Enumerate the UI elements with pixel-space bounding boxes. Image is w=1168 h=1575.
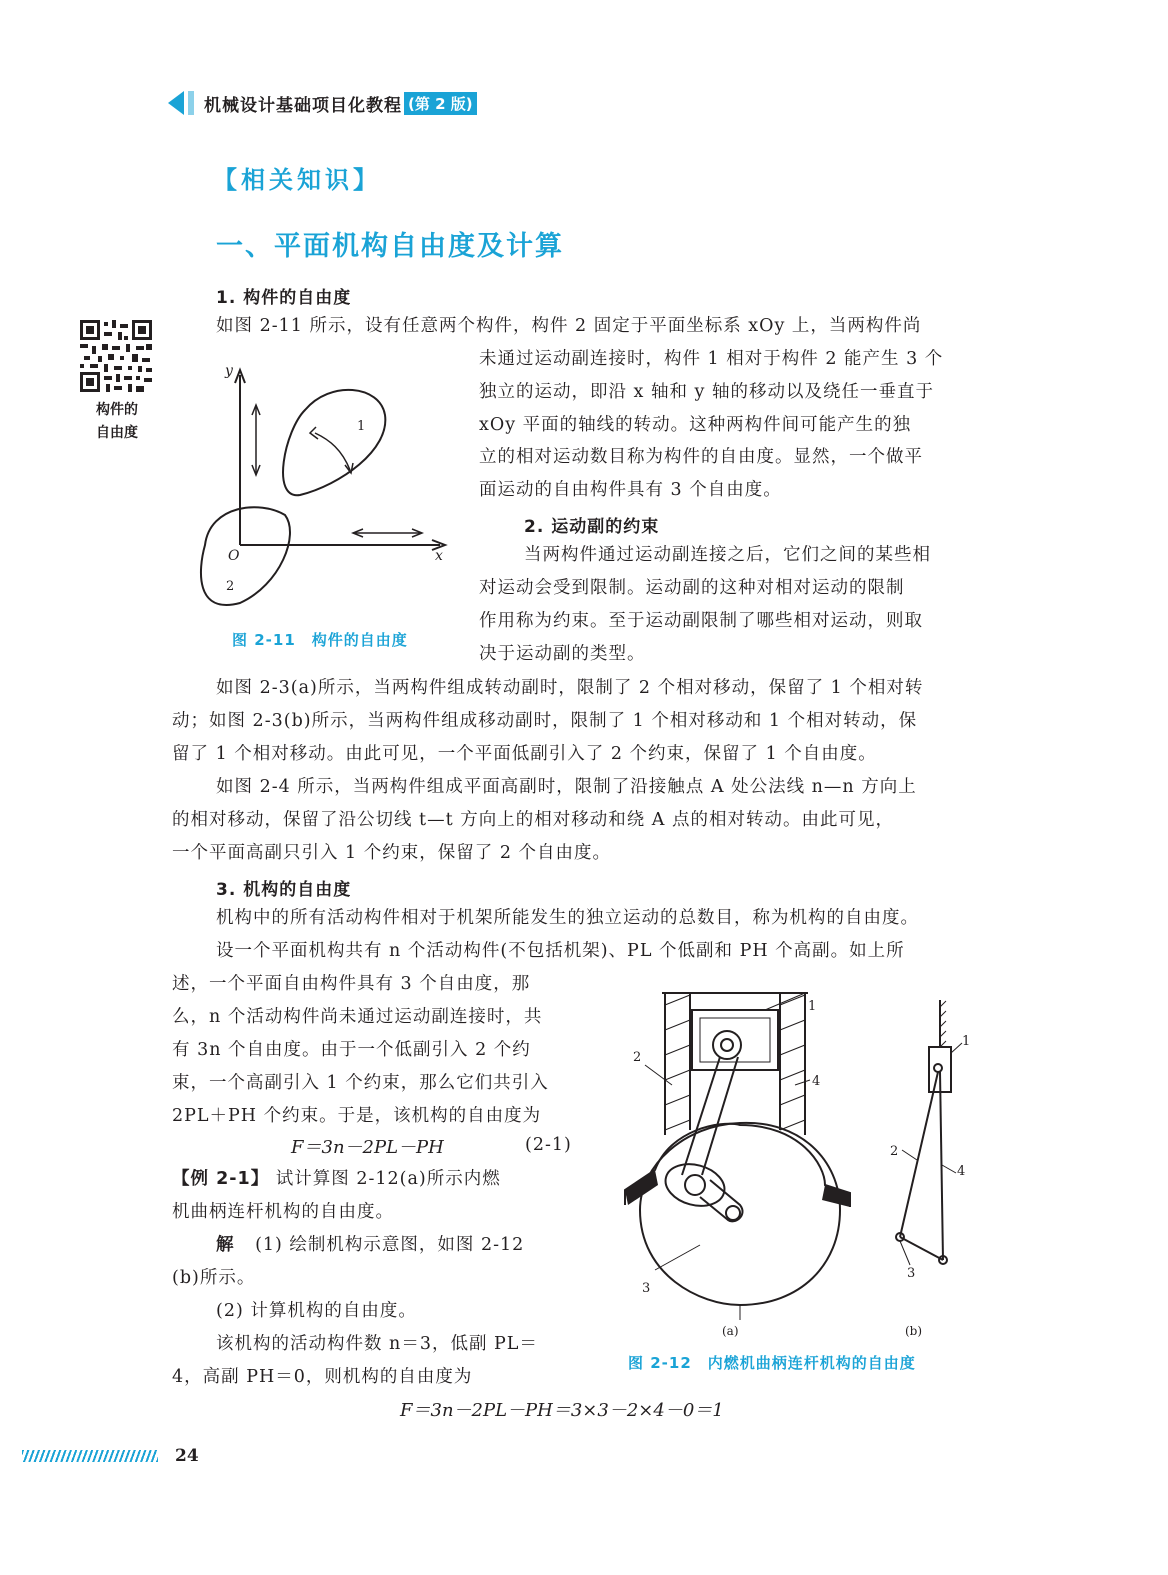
- example-line2: 机曲柄连杆机构的自由度。: [172, 1202, 394, 1222]
- para6-line4: 束，一个高副引入 1 个约束，那么它们共引入: [172, 1073, 549, 1093]
- solution-line3b: 4，高副 PH＝0，则机构的自由度为: [172, 1367, 473, 1387]
- para2-line2: 对运动会受到限制。运动副的这种对相对运动的限制: [479, 578, 905, 598]
- label-x: x: [435, 548, 443, 564]
- caption-fig-2-12: 图 2-12 内燃机曲柄连杆机构的自由度: [628, 1354, 916, 1372]
- fig-b-label-1: 1: [962, 1034, 971, 1049]
- solution-line1b: (b)所示。: [172, 1268, 256, 1288]
- qr-code-icon[interactable]: [80, 320, 152, 392]
- para3-line1: 如图 2-3(a)所示，当两构件组成转动副时，限制了 2 个相对移动，保留了 1 个相对转: [216, 678, 924, 698]
- heading-1: 一、平面机构自由度及计算: [216, 231, 564, 262]
- para2-line4: 决于运动副的类型。: [479, 644, 646, 664]
- qr-label-line2: 自由度: [96, 425, 138, 441]
- para1-line2: 未通过运动副连接时，构件 1 相对于构件 2 能产生 3 个: [479, 349, 944, 369]
- fig-a-hatch-solid: [625, 1170, 850, 1207]
- label-o: O: [228, 548, 240, 564]
- para1-line5: 立的相对运动数目称为构件的自由度。显然，一个做平: [479, 447, 923, 467]
- book-title: 机械设计基础项目化教程: [204, 95, 402, 116]
- header-bar-icon: [188, 91, 194, 115]
- solution-line1: [216, 1229, 524, 1262]
- link-2: [201, 507, 290, 605]
- example-line1: [172, 1163, 501, 1196]
- para6-line2: 么，n 个活动构件尚未通过运动副连接时，共: [172, 1007, 543, 1027]
- subheading-1: 1. 构件的自由度: [216, 288, 352, 308]
- edition-badge: (第 2 版): [404, 92, 477, 115]
- caption-fig-2-11: 图 2-11 构件的自由度: [232, 631, 408, 649]
- formula-result: F＝3n－2PL－PH＝3×3－2×4－0＝1: [400, 1400, 724, 1421]
- para1-line4: xOy 平面的轴线的转动。这种两构件间可能产生的独: [479, 415, 912, 435]
- para6-line3: 有 3n 个自由度。由于一个低副引入 2 个约: [172, 1040, 531, 1060]
- para6-line1: 述，一个平面自由构件具有 3 个自由度，那: [172, 974, 531, 994]
- fig-b-sub: (b): [905, 1324, 923, 1338]
- para4-line1: 如图 2-4 所示，当两构件组成平面高副时，限制了沿接触点 A 处公法线 n—n 方向上: [216, 777, 917, 797]
- para3-line2: 动；如图 2-3(b)所示，当两构件组成移动副时，限制了 1 个相对移动和 1 个相对转动，保: [172, 711, 918, 731]
- fig-a-label-4: 4: [812, 1074, 821, 1089]
- para3-line3: 留了 1 个相对移动。由此可见，一个平面低副引入了 2 个约束，保留了 1 个自由度。: [172, 744, 877, 764]
- fig-a-label-3: 3: [642, 1281, 651, 1296]
- rotation-arrow: [315, 433, 350, 470]
- example-text1: 试计算图 2-12(a)所示内燃: [275, 1169, 501, 1189]
- fig-b-label-4: 4: [957, 1164, 966, 1179]
- header-arrow-icon: [168, 91, 184, 115]
- para1-line6: 面运动的自由构件具有 3 个自由度。: [479, 480, 782, 500]
- fig-a-label-2: 2: [633, 1050, 642, 1065]
- para5-line2: 设一个平面机构共有 n 个活动构件(不包括机架)、PL 个低副和 PH 个高副。如上所: [216, 941, 905, 961]
- link-1: [283, 390, 385, 495]
- para4-line2: 的相对移动，保留了沿公切线 t—t 方向上的相对移动和绕 A 点的相对转动。由此可见，: [172, 810, 894, 830]
- example-tag: 【例 2-1】: [172, 1169, 270, 1189]
- solution-text1: (1) 绘制机构示意图，如图 2-12: [255, 1235, 525, 1255]
- solution-line2: (2) 计算机构的自由度。: [216, 1301, 417, 1321]
- section-tag: 【相关知识】: [213, 166, 381, 194]
- running-header: [168, 90, 477, 116]
- fig-a-sub: (a): [722, 1324, 739, 1338]
- figure-2-12: [600, 975, 980, 1338]
- para1-line1: 如图 2-11 所示，设有任意两个构件，构件 2 固定于平面坐标系 xOy 上，当两构件尚: [216, 316, 922, 336]
- para1-line3: 独立的运动，即沿 x 轴和 y 轴的移动以及绕任一垂直于: [479, 382, 935, 402]
- para4-line3: 一个平面高副只引入 1 个约束，保留了 2 个自由度。: [172, 843, 612, 863]
- formula-2-1: F＝3n－2PL－PH: [291, 1137, 444, 1158]
- label-1: 1: [357, 419, 366, 434]
- fig-a-label-1: 1: [808, 999, 817, 1014]
- qr-label: [76, 399, 158, 445]
- page-number: 24: [175, 1446, 199, 1466]
- fig-b-label-2: 2: [890, 1144, 899, 1159]
- para2-line3: 作用称为约束。至于运动副限制了哪些相对运动，则取: [479, 611, 923, 631]
- fig-b-schematic: [896, 1000, 962, 1265]
- formula-2-1-number: (2-1): [525, 1135, 572, 1155]
- subheading-3: 3. 机构的自由度: [216, 880, 352, 900]
- qr-label-line1: 构件的: [96, 402, 138, 418]
- figure-2-11: [190, 355, 460, 615]
- para2-line1: 当两构件通过运动副连接之后，它们之间的某些相: [524, 545, 931, 565]
- solution-line3: 该机构的活动构件数 n＝3，低副 PL＝: [216, 1334, 538, 1354]
- solution-tag: 解: [216, 1235, 235, 1255]
- para5-line1: 机构中的所有活动构件相对于机架所能发生的独立运动的总数目，称为机构的自由度。: [216, 908, 919, 928]
- subheading-2: 2. 运动副的约束: [524, 517, 660, 537]
- footer-stripes: [22, 1450, 158, 1462]
- label-y: y: [225, 363, 233, 379]
- label-2: 2: [226, 579, 235, 594]
- para6-line5: 2PL＋PH 个约束。于是，该机构的自由度为: [172, 1106, 542, 1126]
- fig-b-label-3: 3: [907, 1266, 916, 1281]
- fig-a-engine: [625, 993, 850, 1320]
